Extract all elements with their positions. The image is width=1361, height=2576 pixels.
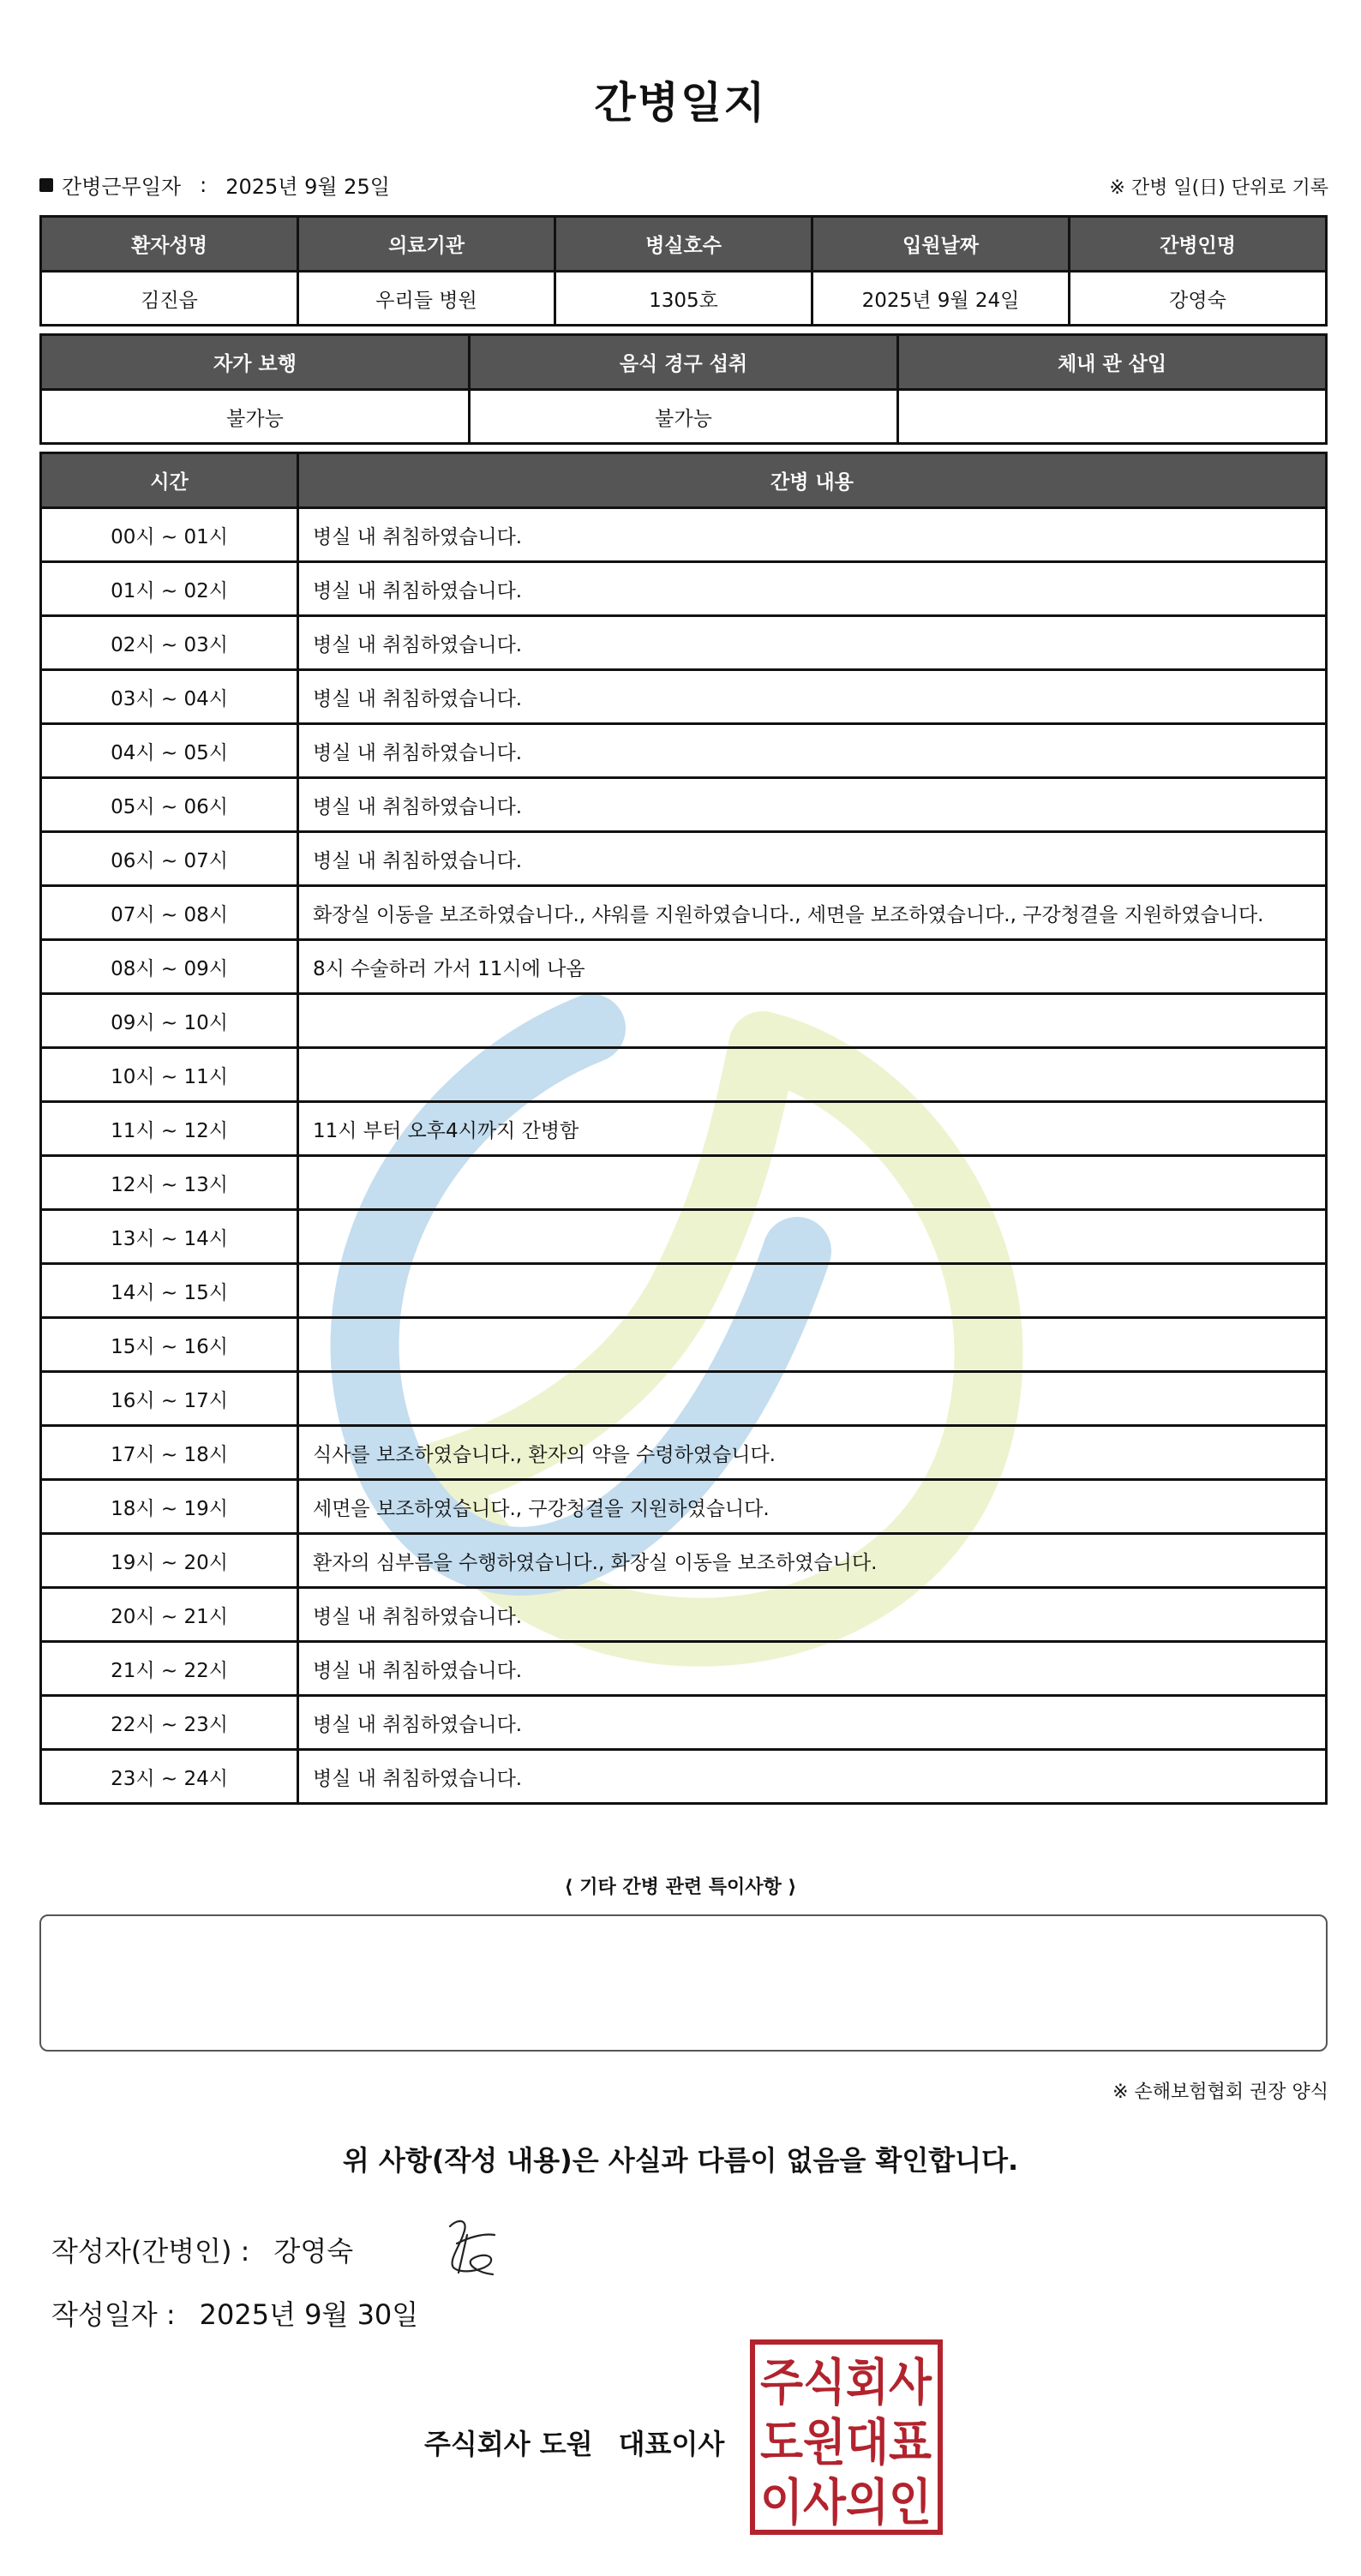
care-log-row bbox=[41, 724, 1327, 778]
time-slot: 14시 ~ 15시 bbox=[41, 1264, 298, 1318]
care-content: 병실 내 취침하였습니다. bbox=[298, 562, 1327, 616]
written-date-value: 2025년 9월 30일 bbox=[199, 2298, 419, 2331]
time-slot: 18시 ~ 19시 bbox=[41, 1480, 298, 1534]
time-slot: 05시 ~ 06시 bbox=[41, 778, 298, 832]
care-log-row bbox=[41, 1264, 1327, 1318]
condition-table bbox=[39, 333, 1328, 445]
company-signoff bbox=[424, 2423, 724, 2462]
notes-section-title: ⟨ 기타 간병 관련 특이사항 ⟩ bbox=[564, 1877, 797, 1898]
room-number: 1305호 bbox=[555, 272, 812, 326]
time-slot: 02시 ~ 03시 bbox=[41, 616, 298, 670]
care-log-row bbox=[41, 508, 1327, 562]
care-log-row bbox=[41, 1588, 1327, 1642]
time-slot: 13시 ~ 14시 bbox=[41, 1210, 298, 1264]
care-content: 병실 내 취침하였습니다. bbox=[298, 832, 1327, 886]
care-content bbox=[298, 1264, 1327, 1318]
care-content bbox=[298, 994, 1327, 1048]
written-date-line bbox=[51, 2293, 418, 2333]
care-content: 병실 내 취침하였습니다. bbox=[298, 1750, 1327, 1804]
svg-text:이사의인: 이사의인 bbox=[760, 2473, 932, 2531]
care-content: 병실 내 취침하였습니다. bbox=[298, 1588, 1327, 1642]
patient-name: 김진읍 bbox=[41, 272, 298, 326]
time-slot: 17시 ~ 18시 bbox=[41, 1426, 298, 1480]
svg-text:도원대표: 도원대표 bbox=[760, 2413, 932, 2471]
header-time: 시간 bbox=[41, 453, 298, 508]
bullet-icon bbox=[39, 178, 53, 192]
time-slot: 20시 ~ 21시 bbox=[41, 1588, 298, 1642]
header-admission-date: 입원날짜 bbox=[812, 217, 1070, 272]
care-content bbox=[298, 1156, 1327, 1210]
admission-date: 2025년 9월 24일 bbox=[812, 272, 1070, 326]
care-log-row bbox=[41, 1210, 1327, 1264]
time-slot: 12시 ~ 13시 bbox=[41, 1156, 298, 1210]
care-content: 11시 부터 오후4시까지 간병함 bbox=[298, 1102, 1327, 1156]
care-log-row bbox=[41, 562, 1327, 616]
written-date-label: 작성일자 : bbox=[51, 2298, 176, 2331]
care-log-row bbox=[41, 994, 1327, 1048]
document-title: 간병일지 bbox=[594, 78, 767, 128]
time-slot: 08시 ~ 09시 bbox=[41, 940, 298, 994]
work-date bbox=[39, 170, 390, 200]
care-content: 8시 수술하러 가서 11시에 나옴 bbox=[298, 940, 1327, 994]
time-slot: 15시 ~ 16시 bbox=[41, 1318, 298, 1372]
header-hospital: 의료기관 bbox=[298, 217, 555, 272]
oral-intake-value: 불가능 bbox=[470, 390, 898, 444]
care-log-row bbox=[41, 886, 1327, 940]
time-slot: 06시 ~ 07시 bbox=[41, 832, 298, 886]
signature-icon bbox=[433, 2211, 510, 2284]
time-slot: 11시 ~ 12시 bbox=[41, 1102, 298, 1156]
care-content: 세면을 보조하였습니다., 구강청결을 지원하였습니다. bbox=[298, 1480, 1327, 1534]
confirmation-statement: 위 사항(작성 내용)은 사실과 다름이 없음을 확인합니다. bbox=[342, 2144, 1019, 2177]
time-slot: 01시 ~ 02시 bbox=[41, 562, 298, 616]
header-care-content: 간병 내용 bbox=[298, 453, 1327, 508]
self-walking-value: 불가능 bbox=[41, 390, 470, 444]
time-slot: 19시 ~ 20시 bbox=[41, 1534, 298, 1588]
care-content: 병실 내 취침하였습니다. bbox=[298, 724, 1327, 778]
care-content: 화장실 이동을 보조하였습니다., 샤워를 지원하였습니다., 세면을 보조하였습니다., 구강청결을 지원하였습니다. bbox=[298, 886, 1327, 940]
care-content: 식사를 보조하였습니다., 환자의 약을 수령하였습니다. bbox=[298, 1426, 1327, 1480]
care-content: 병실 내 취침하였습니다. bbox=[298, 670, 1327, 724]
tube-insertion-value bbox=[898, 390, 1327, 444]
patient-info-table bbox=[39, 215, 1328, 326]
time-slot: 16시 ~ 17시 bbox=[41, 1372, 298, 1426]
standard-form-note: ※ 손해보험협회 권장 양식 bbox=[1112, 2082, 1328, 2103]
time-slot: 22시 ~ 23시 bbox=[41, 1696, 298, 1750]
header-patient-name: 환자성명 bbox=[41, 217, 298, 272]
company-name: 주식회사 도원 bbox=[424, 2428, 593, 2460]
care-log-row bbox=[41, 1318, 1327, 1372]
care-content bbox=[298, 1048, 1327, 1102]
care-log-row bbox=[41, 778, 1327, 832]
time-slot: 04시 ~ 05시 bbox=[41, 724, 298, 778]
care-log-row bbox=[41, 1156, 1327, 1210]
care-log-row bbox=[41, 1696, 1327, 1750]
care-content: 병실 내 취침하였습니다. bbox=[298, 1642, 1327, 1696]
care-log-row bbox=[41, 1372, 1327, 1426]
care-log-row bbox=[41, 1750, 1327, 1804]
caregiver-name: 강영숙 bbox=[1070, 272, 1327, 326]
representative-title: 대표이사 bbox=[618, 2428, 725, 2460]
care-log-body bbox=[41, 508, 1327, 1804]
work-date-separator: : bbox=[200, 172, 207, 197]
care-log-row bbox=[41, 1642, 1327, 1696]
time-slot: 07시 ~ 08시 bbox=[41, 886, 298, 940]
care-log-table bbox=[39, 452, 1328, 1805]
care-log-row bbox=[41, 1534, 1327, 1588]
header-tube-insertion: 체내 관 삽입 bbox=[898, 335, 1327, 390]
care-log-row bbox=[41, 1048, 1327, 1102]
unit-note: ※ 간병 일(日) 단위로 기록 bbox=[1109, 177, 1328, 199]
header-caregiver-name: 간병인명 bbox=[1070, 217, 1327, 272]
time-slot: 09시 ~ 10시 bbox=[41, 994, 298, 1048]
work-date-label: 간병근무일자 bbox=[62, 175, 182, 199]
care-content: 병실 내 취침하였습니다. bbox=[298, 616, 1327, 670]
author-label: 작성자(간병인) : bbox=[51, 2235, 250, 2267]
time-slot: 21시 ~ 22시 bbox=[41, 1642, 298, 1696]
header-room-number: 병실호수 bbox=[555, 217, 812, 272]
care-log-row bbox=[41, 1102, 1327, 1156]
hospital-name: 우리들 병원 bbox=[298, 272, 555, 326]
care-log-row bbox=[41, 670, 1327, 724]
svg-text:주식회사: 주식회사 bbox=[760, 2353, 932, 2411]
notes-box bbox=[39, 1914, 1328, 2052]
care-log-row bbox=[41, 832, 1327, 886]
care-content bbox=[298, 1210, 1327, 1264]
care-content: 병실 내 취침하였습니다. bbox=[298, 778, 1327, 832]
care-content bbox=[298, 1318, 1327, 1372]
care-content: 병실 내 취침하였습니다. bbox=[298, 1696, 1327, 1750]
care-log-row bbox=[41, 1480, 1327, 1534]
author-line bbox=[51, 2230, 353, 2269]
time-slot: 03시 ~ 04시 bbox=[41, 670, 298, 724]
company-seal-stamp bbox=[750, 2339, 943, 2535]
time-slot: 23시 ~ 24시 bbox=[41, 1750, 298, 1804]
care-log-row bbox=[41, 1426, 1327, 1480]
care-log-row bbox=[41, 616, 1327, 670]
care-content: 환자의 심부름을 수행하였습니다., 화장실 이동을 보조하였습니다. bbox=[298, 1534, 1327, 1588]
care-content bbox=[298, 1372, 1327, 1426]
time-slot: 10시 ~ 11시 bbox=[41, 1048, 298, 1102]
care-content: 병실 내 취침하였습니다. bbox=[298, 508, 1327, 562]
work-date-value: 2025년 9월 25일 bbox=[225, 175, 390, 199]
time-slot: 00시 ~ 01시 bbox=[41, 508, 298, 562]
header-oral-intake: 음식 경구 섭취 bbox=[470, 335, 898, 390]
care-log-row bbox=[41, 940, 1327, 994]
author-name: 강영숙 bbox=[273, 2235, 354, 2267]
header-self-walking: 자가 보행 bbox=[41, 335, 470, 390]
